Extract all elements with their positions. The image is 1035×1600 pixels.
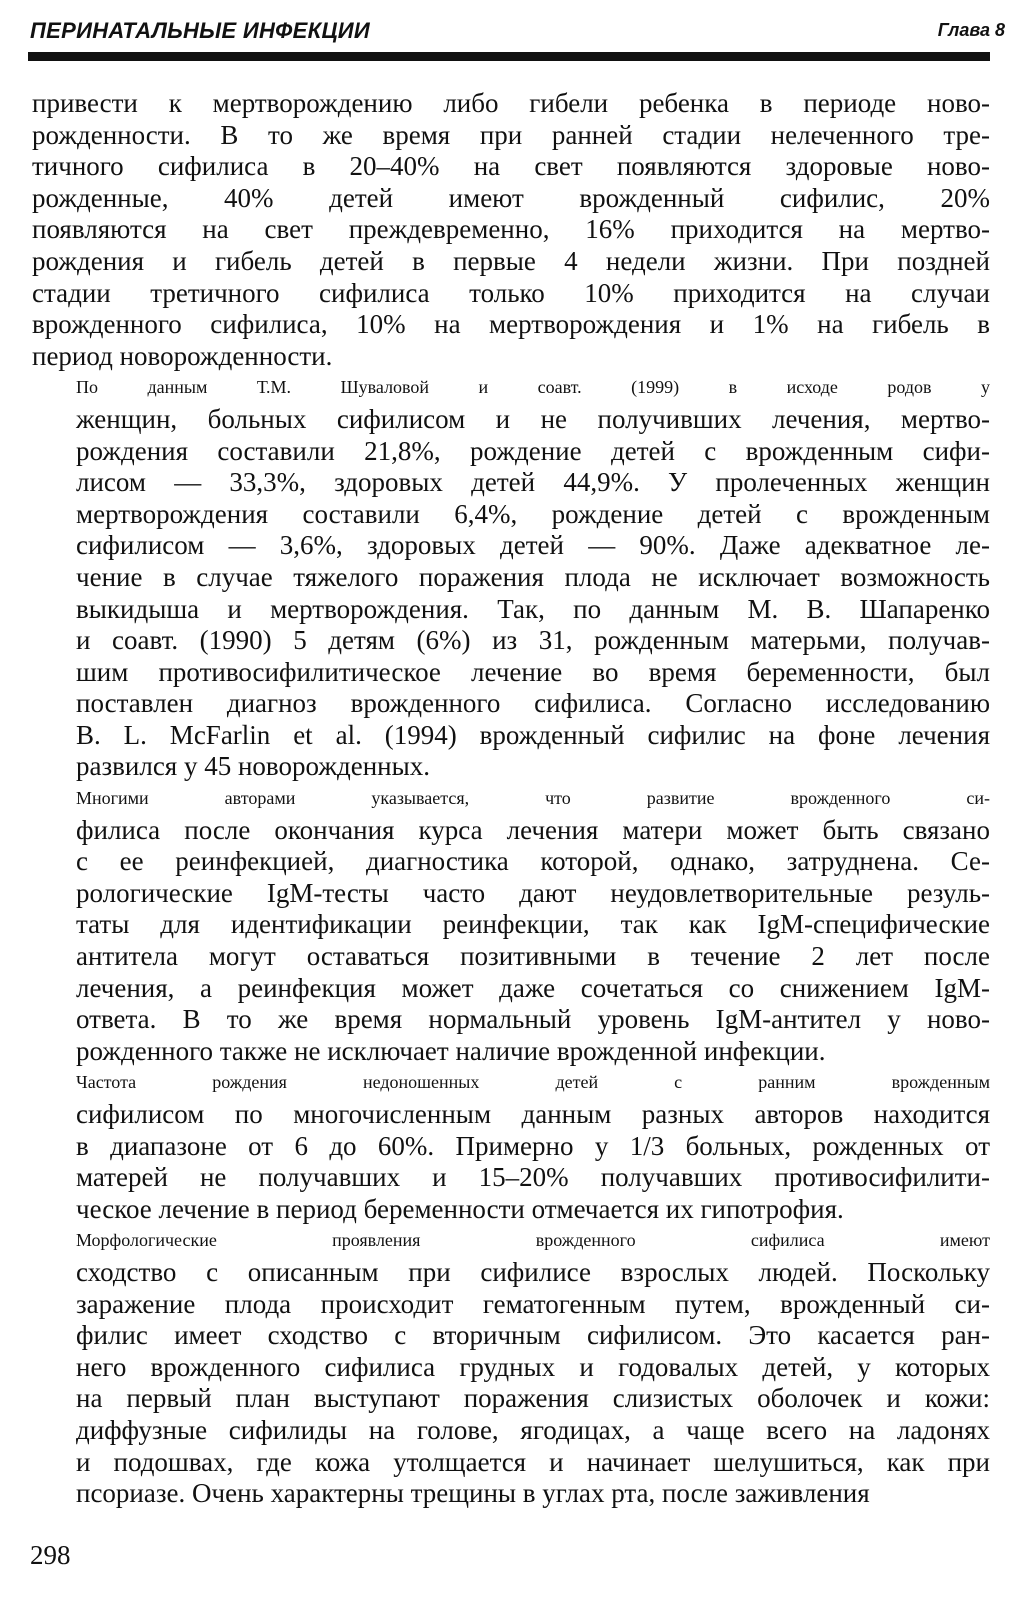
paragraph — [32, 372, 990, 783]
paragraph — [32, 783, 990, 1067]
text-line: появляются на свет преждевременно, 16% приходится на мертво- — [32, 214, 990, 245]
text-line: B. L. McFarlin et al. (1994) врожденный сифилис на фоне лечения — [76, 719, 990, 750]
header-rule — [28, 52, 990, 61]
text-line: таты для идентификации реинфекции, так как IgM-специфические — [76, 909, 990, 940]
section-title: ПЕРИНАТАЛЬНЫЕ ИНФЕКЦИИ — [30, 18, 371, 43]
page-number: 298 — [30, 1540, 71, 1570]
text-line: и соавт. (1990) 5 детям (6%) из 31, рожденным матерьми, получав- — [76, 625, 990, 656]
text-line: и подошвах, где кожа утолщается и начинает шелушиться, как при — [76, 1446, 990, 1477]
text-line: заражение плода происходит гематогенным путем, врожденный си- — [76, 1288, 990, 1319]
text-line: тичного сифилиса в 20–40% на свет появляются здоровые ново- — [32, 151, 990, 182]
text-line: рологические IgM-тесты часто дают неудовлетворительные резуль- — [76, 877, 990, 908]
text-line: на первый план выступают поражения слизистых оболочек и кожи: — [76, 1383, 990, 1414]
text-line: филиса после окончания курса лечения матери может быть связано — [76, 814, 990, 845]
text-line: диффузные сифилиды на голове, ягодицах, а чаще всего на ладонях — [76, 1414, 990, 1445]
text-line: филис имеет сходство с вторичным сифилисом. Это касается ран- — [76, 1320, 990, 1351]
paragraph — [32, 1067, 990, 1225]
text-line: него врожденного сифилиса грудных и годовалых детей, у которых — [76, 1351, 990, 1382]
body-text — [32, 88, 990, 1510]
text-line: матерей не получавших и 15–20% получавших противосифилити- — [76, 1162, 990, 1193]
running-head — [30, 14, 1005, 48]
text-line: Частота рождения недоношенных детей с ранним врожденным — [76, 1072, 990, 1093]
text-line: выкидыша и мертворождения. Так, по данным М. В. Шапаренко — [76, 593, 990, 624]
text-line: чение в случае тяжелого поражения плода не исключает возможность — [76, 561, 990, 592]
text-line: сифилисом — 3,6%, здоровых детей — 90%. Даже адекватное ле- — [76, 530, 990, 561]
text-line: Морфологические проявления врожденного сифилиса имеют — [76, 1230, 990, 1251]
text-line: псориазе. Очень характерны трещины в углах рта, после заживления — [76, 1478, 870, 1509]
text-line: рожденного также не исключает наличие врожденной инфекции. — [76, 1035, 826, 1066]
text-line: врожденного сифилиса, 10% на мертворождения и 1% на гибель в — [32, 309, 990, 340]
text-line: поставлен диагноз врожденного сифилиса. Согласно исследованию — [76, 688, 990, 719]
paragraph — [32, 88, 990, 372]
text-line: стадии третичного сифилиса только 10% приходится на случаи — [32, 277, 990, 308]
text-line: в диапазоне от 6 до 60%. Примерно у 1/3 больных, рожденных от — [76, 1130, 990, 1161]
text-line: с ее реинфекцией, диагностика которой, однако, затруднена. Се- — [76, 846, 990, 877]
text-line: рожденные, 40% детей имеют врожденный сифилис, 20% — [32, 182, 990, 213]
text-line: По данным Т.М. Шуваловой и соавт. (1999) в исходе родов у — [76, 377, 990, 398]
text-line: женщин, больных сифилисом и не получивших лечения, мертво- — [76, 403, 990, 434]
text-line: привести к мертворождению либо гибели ребенка в периоде ново- — [32, 88, 990, 118]
text-line: лечения, а реинфекция может даже сочетаться со снижением IgM- — [76, 972, 990, 1003]
text-line: ческое лечение в период беременности отмечается их гипотрофия. — [76, 1193, 844, 1224]
text-line: период новорожденности. — [32, 340, 333, 371]
text-line: сифилисом по многочисленным данным разных авторов находится — [76, 1099, 990, 1129]
text-line: рождения и гибель детей в первые 4 недели жизни. При поздней — [32, 245, 990, 276]
paragraph — [32, 1225, 990, 1509]
text-line: ответа. В то же время нормальный уровень IgM-антител у ново- — [76, 1004, 990, 1035]
text-line: Многими авторами указывается, что развитие врожденного си- — [76, 788, 990, 809]
text-line: антитела могут оставаться позитивными в течение 2 лет после — [76, 941, 990, 972]
text-line: мертворождения составили 6,4%, рождение детей с врожденным — [76, 498, 990, 529]
chapter-label: Глава 8 — [937, 20, 1005, 40]
text-line: шим противосифилитическое лечение во время беременности, был — [76, 656, 990, 687]
text-line: развился у 45 новорожденных. — [76, 751, 430, 782]
text-line: лисом — 33,3%, здоровых детей 44,9%. У пролеченных женщин — [76, 467, 990, 498]
text-line: рождения составили 21,8%, рождение детей с врожденным сифи- — [76, 435, 990, 466]
text-line: сходство с описанным при сифилисе взрослых людей. Поскольку — [76, 1256, 990, 1287]
text-line: рожденности. В то же время при ранней стадии нелеченного тре- — [32, 119, 990, 150]
